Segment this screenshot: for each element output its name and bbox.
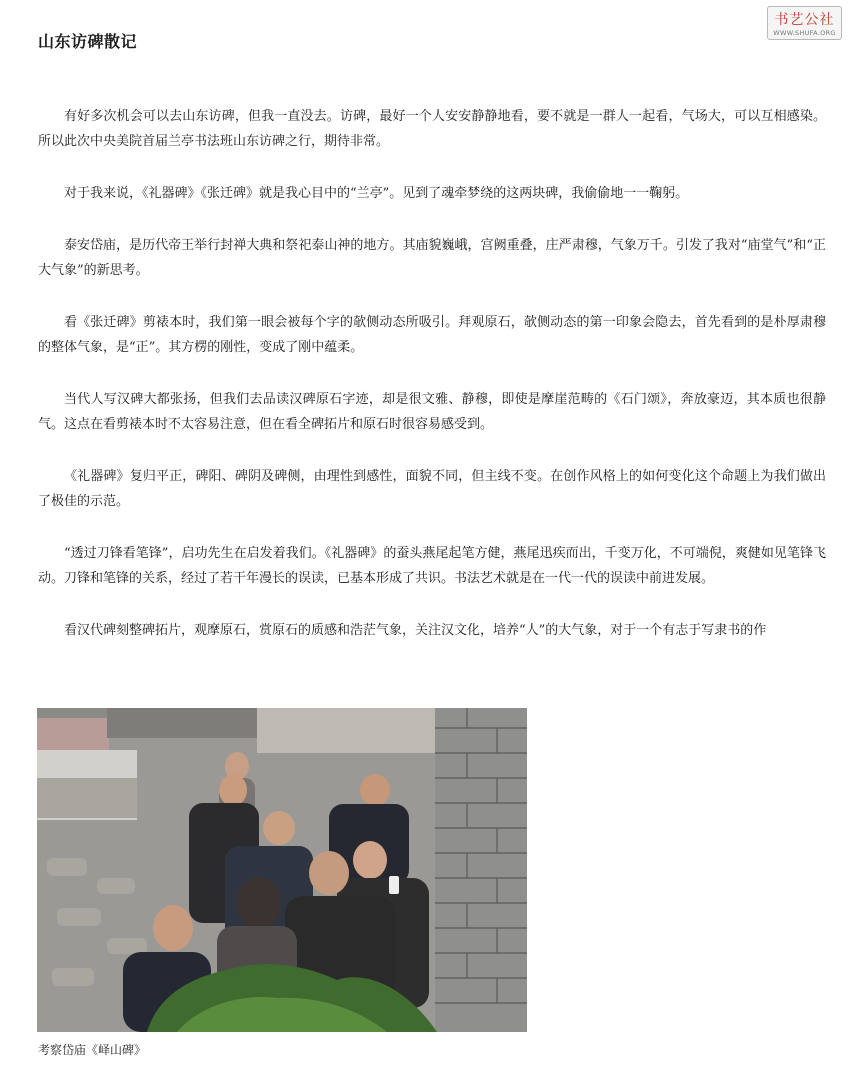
paragraph: 对于我来说，《礼器碑》《张迁碑》就是我心目中的“兰亭”。见到了魂牵梦绕的这两块碑，我偷偷地一一鞠躬。 <box>64 186 689 201</box>
paragraph: “透过刀锋看笔锋”，启功先生在启发着我们。《礼器碑》的蚕头燕尾起笔方健，燕尾迅疾而出，千变万化，不可端倪，爽健如见笔锋飞动。刀锋和笔锋的关系，经过了若干年漫长的误读，已基本形成了共识。书法艺术就是在一代一代的误读中前进发展。 <box>38 546 826 586</box>
paragraph: 看《张迁碑》剪裱本时，我们第一眼会被每个字的欹侧动态所吸引。拜观原石，欹侧动态的第一印象会隐去，首先看到的是朴厚肃穆的整体气象，是“正”。其方楞的刚性，变成了刚中蕴柔。 <box>38 315 826 355</box>
paragraph: 有好多次机会可以去山东访碑，但我一直没去。访碑，最好一个人安安静静地看，要不就是一群人一起看，气场大，可以互相感染。所以此次中央美院首届兰亭书法班山东访碑之行，期待非常。 <box>38 109 826 149</box>
paragraph: 看汉代碑刻整碑拓片，观摩原石，赏原石的质感和浩茫气象，关注汉文化，培养“人”的大气象，对于一个有志于写隶书的作 <box>64 623 767 638</box>
paragraph: 《礼器碑》复归平正，碑阳、碑阴及碑侧，由理性到感性，面貌不同，但主线不变。在创作风格上的如何变化这个命题上为我们做出了极佳的示范。 <box>38 469 826 509</box>
logo-text: 书艺公社 <box>774 12 835 28</box>
article-body <box>38 104 826 670</box>
paragraph: 当代人写汉碑大都张扬，但我们去品读汉碑原石字迹，却是很文雅、静穆，即使是摩崖范畴的《石门颂》，奔放豪迈，其本质也很静气。这点在看剪裱本时不太容易注意，但在看全碑拓片和原石时很容易感受到。 <box>38 392 826 432</box>
group-photo <box>37 708 527 1032</box>
page-title: 山东访碑散记 <box>38 32 138 51</box>
site-logo[interactable] <box>767 6 842 40</box>
photo-caption: 考察岱庙《峄山碑》 <box>38 1043 147 1057</box>
logo-url: WWW.SHUFA.ORG <box>773 29 836 37</box>
paragraph: 泰安岱庙，是历代帝王举行封禅大典和祭祀泰山神的地方。其庙貌巍峨，宫阙重叠，庄严肃穆，气象万千。引发了我对“庙堂气”和“正大气象”的新思考。 <box>38 238 826 278</box>
